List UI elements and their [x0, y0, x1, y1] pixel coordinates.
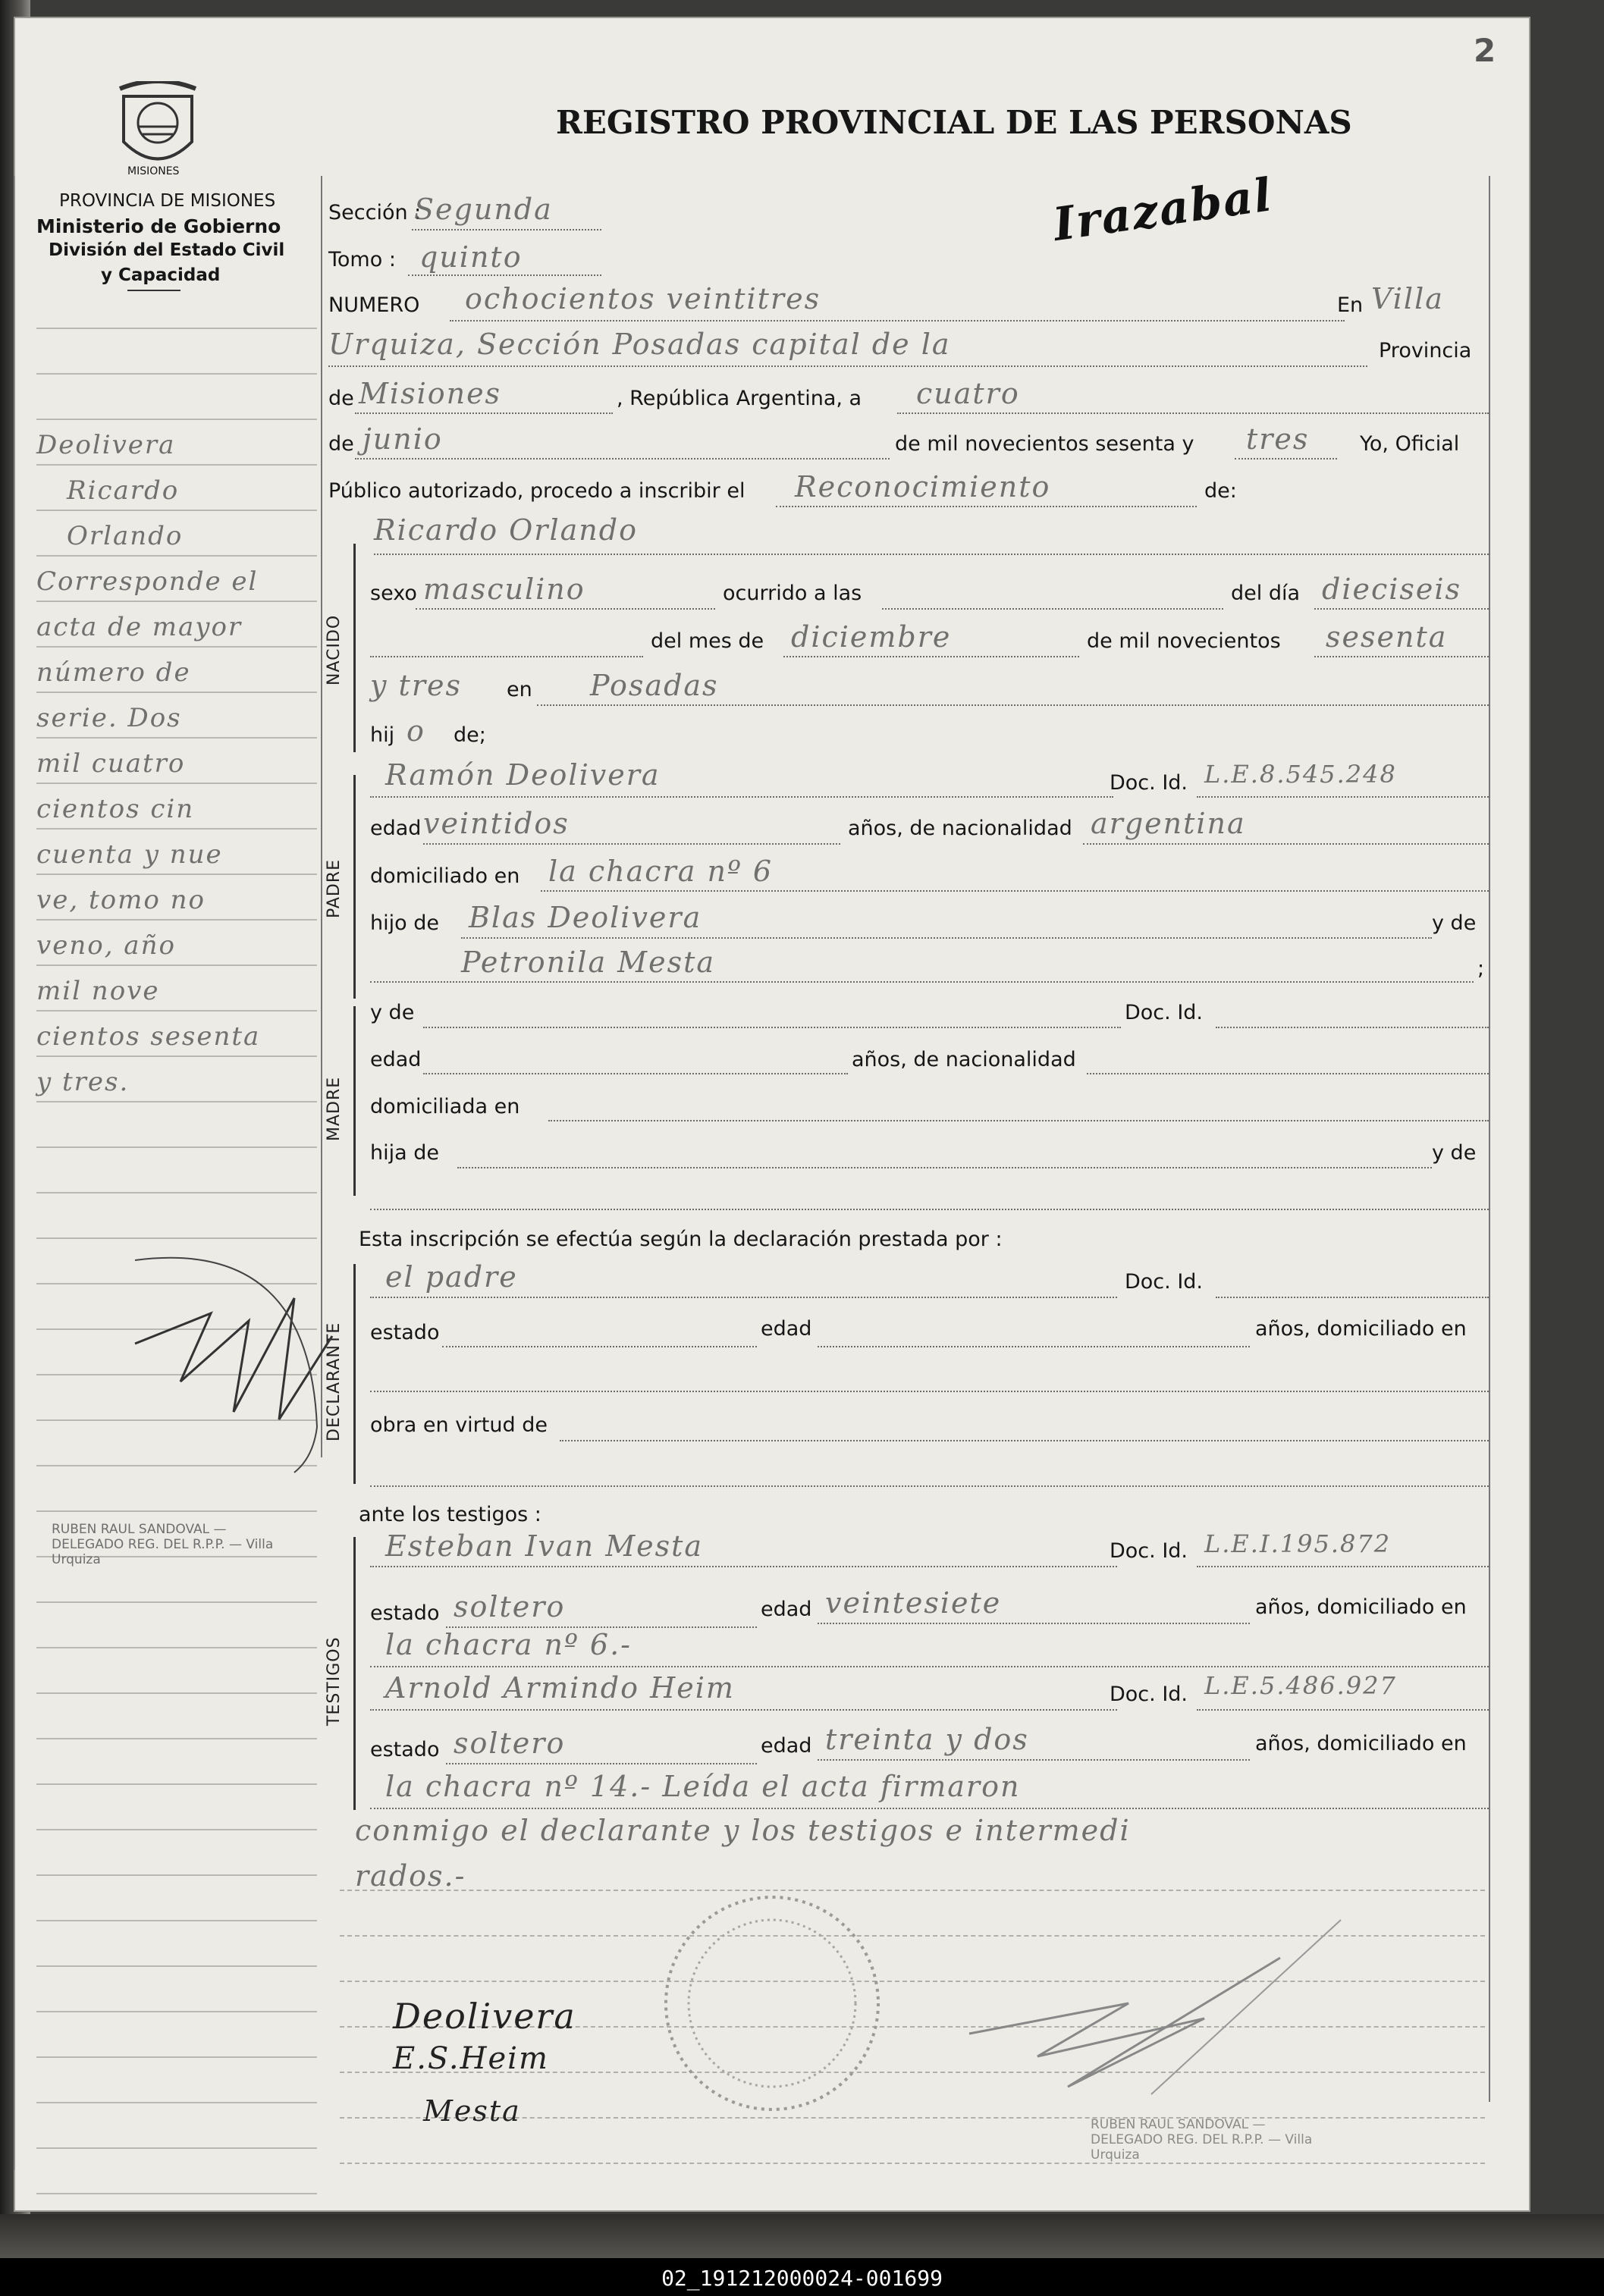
form-ruled-line [340, 2163, 1485, 2164]
signature-2: E.S.Heim [393, 2041, 549, 2076]
margin-note-line: y tres. [36, 1067, 130, 1097]
section-testigos: TESTIGOS [325, 1636, 344, 1726]
line-declarante-estado [442, 1346, 757, 1347]
margin-ruled-line [36, 874, 317, 875]
value-en: Villa [1371, 282, 1444, 315]
seal-text: MISIONES [127, 165, 180, 177]
margin-ruled-line [36, 419, 317, 420]
label-del-dia: del día [1231, 582, 1301, 605]
margin-ruled-line [36, 2011, 317, 2012]
stamp-right: RUBEN RAUL SANDOVAL — DELEGADO REG. DEL R.P.P. — Villa Urquiza [1091, 2117, 1313, 2163]
label-declarante-estado: estado [370, 1321, 440, 1344]
margin-ruled-line [36, 1829, 317, 1830]
value-lugar: Urquiza, Sección Posadas capital de la [328, 328, 951, 361]
margin-signature-scribble-icon [120, 1230, 363, 1488]
margin-note-line: cientos sesenta [36, 1021, 261, 1052]
value-testigo2-estado: soltero [454, 1727, 566, 1760]
stamp-left: RUBEN RAUL SANDOVAL — DELEGADO REG. DEL R.P.P. — Villa Urquiza [52, 1522, 274, 1567]
margin-ruled-line [36, 1101, 317, 1103]
label-padre-nacionalidad: años, de nacionalidad [848, 817, 1072, 840]
line-padre-nacionalidad [1083, 843, 1489, 845]
line-padre-domicilio [541, 890, 1489, 892]
margin-ruled-line [36, 1647, 317, 1648]
label-ante-testigos: ante los testigos : [359, 1503, 541, 1526]
value-testigo1-edad: veintesiete [825, 1586, 1002, 1620]
value-padre-edad: veintidos [423, 807, 570, 840]
label-padre-semicolon: ; [1477, 957, 1485, 980]
label-testigo2-edad: edad [761, 1734, 812, 1758]
margin-ruled-line [36, 2147, 317, 2149]
value-provincia: Misiones [359, 377, 502, 410]
margin-ruled-line [36, 1783, 317, 1785]
value-testigo2-edad: treinta y dos [825, 1723, 1029, 1756]
form-ruled-line [340, 1890, 1485, 1891]
label-madre-domicilio: domiciliada en [370, 1095, 520, 1118]
margin-note-line: serie. Dos [36, 703, 182, 733]
margin-ruled-line [36, 1601, 317, 1603]
margin-ruled-line [36, 2193, 317, 2194]
value-dia: cuatro [916, 377, 1020, 410]
margin-ruled-line [36, 1738, 317, 1739]
section-madre: MADRE [325, 1076, 344, 1141]
label-madre-nacionalidad: años, de nacionalidad [852, 1048, 1076, 1071]
line-madre-edad [423, 1073, 848, 1074]
margin-ruled-line [36, 1510, 317, 1512]
value-sexo: masculino [423, 572, 585, 606]
label-declarante-doc: Doc. Id. [1125, 1270, 1204, 1294]
label-testigo2-estado: estado [370, 1738, 440, 1761]
line-madre-domicilio [548, 1120, 1489, 1121]
value-seccion: Segunda [414, 193, 553, 226]
line-obra-virtud [560, 1440, 1489, 1441]
nacido-bracket [353, 544, 356, 752]
label-padre-hijo-de: hijo de [370, 911, 439, 935]
label-mil-novecientos: de mil novecientos [1087, 629, 1281, 653]
line-testigo2-nombre [370, 1709, 1117, 1711]
line-padre-edad [423, 843, 840, 845]
value-testigo1-nombre: Esteban Ivan Mesta [385, 1529, 704, 1563]
line-padre-doc [1197, 796, 1489, 798]
value-hij: o [406, 714, 425, 748]
margin-note-line: mil cuatro [36, 748, 186, 779]
line-declarante-nombre [370, 1297, 1117, 1298]
org-capacidad: y Capacidad [101, 265, 221, 285]
label-provincia: Provincia [1379, 339, 1472, 362]
label-ocurrido: ocurrido a las [723, 582, 862, 605]
section-padre: PADRE [325, 858, 344, 919]
line-madre-nombre [423, 1027, 1121, 1028]
form-right-border [1489, 176, 1490, 2102]
value-acto: Reconocimiento [795, 470, 1051, 503]
value-anio-nac2: y tres [370, 669, 462, 702]
value-testigo1-domicilio: la chacra nº 6.- [385, 1628, 632, 1661]
label-padre-edad: edad [370, 817, 422, 840]
madre-bracket [353, 1006, 356, 1196]
org-ministry: Ministerio de Gobierno [36, 215, 281, 237]
line-declarante-edad [818, 1346, 1250, 1347]
value-testigo1-estado: soltero [454, 1590, 566, 1623]
label-de-semicolon: de; [454, 723, 486, 747]
line-madre-doc [1216, 1027, 1489, 1028]
value-padre-hijo-de: Blas Deolivera [469, 901, 702, 934]
label-en: En [1337, 293, 1364, 317]
value-padre-nacionalidad: argentina [1091, 807, 1246, 840]
line-mes [355, 458, 890, 460]
value-testigo1-doc: L.E.I.195.872 [1204, 1529, 1392, 1558]
line-dia [897, 412, 1489, 414]
label-padre-doc: Doc. Id. [1110, 771, 1188, 795]
margin-note-line: Ricardo [67, 475, 180, 506]
margin-ruled-line [36, 1055, 317, 1057]
line-sexo [416, 608, 715, 610]
page-title: REGISTRO PROVINCIAL DE LAS PERSONAS [556, 104, 1352, 141]
margin-ruled-line [36, 555, 317, 557]
label-testigo2-doc: Doc. Id. [1110, 1683, 1188, 1706]
line-madre-hija-de [457, 1167, 1432, 1168]
margin-note-line: mil nove [36, 976, 160, 1006]
label-seccion: Sección : [328, 201, 422, 224]
line-testigo1-domicilio [370, 1666, 1489, 1667]
line-blank-nacido [370, 656, 643, 657]
label-sesenta: de mil novecientos sesenta y [895, 432, 1194, 456]
value-nombre: Ricardo Orlando [374, 513, 638, 547]
line-testigo1-doc [1197, 1566, 1489, 1567]
section-declarante: DECLARANTE [325, 1322, 344, 1441]
line-testigo2-estado [446, 1763, 757, 1764]
value-lugar-nac: Posadas [590, 669, 719, 702]
section-nacido: NACIDO [325, 614, 344, 685]
line-anio-nac [1314, 656, 1489, 657]
line-tomo [408, 274, 601, 276]
value-testigo2-nombre: Arnold Armindo Heim [385, 1671, 735, 1705]
value-tomo: quinto [419, 240, 523, 274]
margin-ruled-line [36, 646, 317, 648]
testigos-bracket [353, 1537, 356, 1810]
line-lugar-nac [537, 704, 1489, 706]
margin-ruled-line [36, 1146, 317, 1148]
value-padre-doc: L.E.8.545.248 [1204, 760, 1397, 789]
margin-note-line: número de [36, 657, 191, 688]
line-obra-virtud-2 [370, 1485, 1489, 1487]
line-padre-y-de [370, 981, 1474, 983]
label-numero: NUMERO [328, 293, 420, 317]
label-en-lugar: en [507, 678, 532, 701]
line-lugar [328, 365, 1367, 367]
margin-ruled-line [36, 692, 317, 693]
value-padre-y-de: Petronila Mesta [461, 946, 716, 979]
line-numero [450, 320, 1345, 322]
label-testigo1-estado: estado [370, 1601, 440, 1625]
margin-ruled-line [36, 2056, 317, 2058]
value-cierre-2: rados.- [355, 1859, 466, 1893]
document-page [14, 17, 1530, 2212]
image-footer [0, 2258, 1604, 2296]
value-numero: ochocientos veintitres [465, 282, 821, 315]
label-obra-virtud: obra en virtud de [370, 1413, 548, 1437]
label-declarante-domicilio: años, domiciliado en [1255, 1317, 1467, 1341]
label-testigo1-edad: edad [761, 1598, 812, 1621]
label-testigo1-doc: Doc. Id. [1110, 1539, 1188, 1563]
value-mes-nac: diciembre [791, 620, 952, 654]
official-signature: Irazabal [1050, 168, 1276, 252]
margin-ruled-line [36, 919, 317, 921]
label-madre-doc: Doc. Id. [1125, 1001, 1204, 1024]
margin-ruled-line [36, 373, 317, 375]
org-province: PROVINCIA DE MISIONES [59, 191, 276, 211]
margin-ruled-line [36, 1874, 317, 1876]
line-seccion [412, 229, 601, 231]
book-bottom-edge [0, 2214, 1604, 2258]
margin-ruled-line [36, 1010, 317, 1012]
margin-note-line: ve, tomo no [36, 885, 206, 915]
value-declarante-nombre: el padre [385, 1260, 518, 1294]
line-madre-y-de [370, 1209, 1489, 1210]
margin-ruled-line [36, 783, 317, 784]
line-mes-nac [783, 656, 1079, 657]
value-cierre-1: conmigo el declarante y los testigos e intermedi [355, 1814, 1131, 1847]
label-sexo: sexo [370, 582, 417, 605]
value-mes: junio [363, 422, 443, 456]
label-madre-y-de2: y de [1432, 1141, 1477, 1165]
closing-scribble-icon [962, 1912, 1356, 2109]
label-yo-oficial: Yo, Oficial [1360, 432, 1460, 456]
label-de-colon: de: [1204, 479, 1237, 503]
signature-3: Mesta [423, 2094, 521, 2128]
margin-note-line: cuenta y nue [36, 839, 223, 870]
label-padre-y-de: y de [1432, 911, 1477, 935]
line-testigo2-domicilio [370, 1808, 1489, 1809]
line-testigo2-doc [1197, 1709, 1489, 1711]
label-padre-domicilio: domiciliado en [370, 864, 520, 888]
margin-ruled-line [36, 510, 317, 511]
line-testigo1-edad [818, 1623, 1250, 1624]
label-madre-edad: edad [370, 1048, 422, 1071]
value-padre-nombre: Ramón Deolivera [385, 758, 661, 792]
margin-ruled-line [36, 2102, 317, 2103]
label-republica: , República Argentina, a [617, 387, 862, 410]
margin-note-line: acta de mayor [36, 612, 243, 642]
org-division: División del Estado Civil [49, 240, 285, 260]
line-declarante-doc [1216, 1297, 1489, 1298]
margin-note-line: cientos cin [36, 794, 195, 824]
margin-ruled-line [36, 601, 317, 602]
line-testigo1-nombre [370, 1566, 1117, 1567]
padre-bracket [353, 775, 356, 999]
margin-ruled-line [36, 1692, 317, 1694]
line-padre-nombre [370, 796, 1113, 798]
line-dia-nac [1314, 608, 1489, 610]
page-number: 2 [1474, 32, 1496, 69]
line-padre-hijo-de [461, 937, 1432, 939]
label-testigo2-domicilio: años, domiciliado en [1255, 1732, 1467, 1755]
label-publico: Público autorizado, procedo a inscribir el [328, 479, 745, 503]
value-testigo2-doc: L.E.5.486.927 [1204, 1671, 1397, 1700]
label-de-mes: de [328, 432, 354, 456]
margin-ruled-line [36, 737, 317, 739]
margin-ruled-line [36, 965, 317, 966]
margin-ruled-line [36, 1920, 317, 1921]
label-madre-y-de: y de [370, 1001, 415, 1024]
label-testigo1-domicilio: años, domiciliado en [1255, 1595, 1467, 1619]
value-anio-nac: sesenta [1326, 620, 1448, 654]
line-hora [882, 608, 1223, 610]
margin-note-line: Orlando [67, 521, 184, 551]
margin-note-line: Deolivera [36, 430, 176, 460]
line-testigo2-edad [818, 1759, 1250, 1761]
margin-ruled-line [36, 1192, 317, 1193]
line-madre-nacionalidad [1087, 1073, 1489, 1074]
value-dia-nac: dieciseis [1322, 572, 1462, 606]
margin-note-line: Corresponde el [36, 566, 259, 597]
label-del-mes: del mes de [651, 629, 764, 653]
margin-note-line: veno, año [36, 930, 176, 961]
margin-ruled-line [36, 328, 317, 329]
label-de-provincia: de [328, 387, 354, 410]
line-nombre [374, 554, 1489, 555]
line-anio [1235, 458, 1337, 460]
value-padre-domicilio: la chacra nº 6 [548, 855, 774, 888]
margin-ruled-line [36, 1965, 317, 1967]
margin-left-border [14, 176, 15, 2170]
label-inscripcion: Esta inscripción se efectúa según la declaración prestada por : [359, 1228, 1003, 1251]
footer-id: 02_191212000024-001699 [661, 2266, 943, 2291]
margin-ruled-line [36, 828, 317, 830]
org-underline [127, 290, 180, 291]
value-anio: tres [1246, 422, 1310, 456]
label-tomo: Tomo : [328, 248, 396, 271]
line-acto [776, 506, 1197, 507]
value-testigo2-domicilio: la chacra nº 14.- Leída el acta firmaron [385, 1770, 1021, 1803]
label-madre-hija-de: hija de [370, 1141, 439, 1165]
label-declarante-edad: edad [761, 1317, 812, 1341]
label-hij: hij [370, 723, 395, 747]
line-provincia [355, 412, 613, 414]
margin-ruled-line [36, 464, 317, 466]
signature-1: Deolivera [393, 1996, 576, 2037]
line-declarante-domicilio [370, 1391, 1489, 1392]
official-seal-stamp-icon [651, 1882, 893, 2125]
